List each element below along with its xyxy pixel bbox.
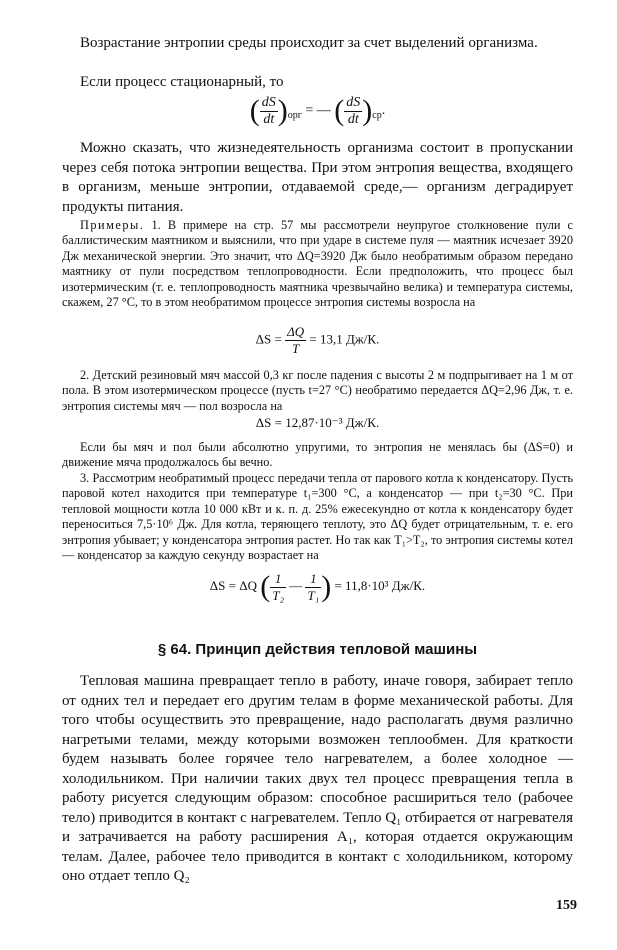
example-3: 3. Рассмотрим необратимый процесс передачи тепла от парового котла к конденсатору. Пусть паровой котел находится при температуре t₁=300 °С, а конденсатор — при t₂=30 °С. При тепловой мощности котла 10 000 кВт и к. п. д. 25% ежесекундно от котла к конденсатору будет переноситься 7,5·10⁶ Дж. Для котла, теряющего теплоту, это ΔQ будет отрицательным, т. е. его энтропия убывает; у конденсатора энтропия растет. Но так как T₁>T₂, то энтропия системы котел — конденсатор за каждую секунду возрастает на bbox=[62, 471, 573, 563]
eq1-rhs-num: dS bbox=[346, 94, 361, 110]
equation-example-3: ΔS = ΔQ ( $\frac{1}{\text{T₂}}$ — $\frac{1}{\text{T₁}}$ ) = 11,8·10³ Дж/К. bbox=[209, 570, 426, 603]
page-number: 159 bbox=[556, 898, 577, 913]
eq1-lhs-den: dt bbox=[263, 111, 275, 127]
eq4-n1: 1 bbox=[270, 571, 286, 588]
eq4-rhs: = 11,8·10³ Дж/К. bbox=[334, 577, 426, 593]
eq4-minus: — bbox=[289, 577, 303, 593]
eq1-lhs-sub: орг bbox=[287, 110, 302, 122]
eq2-num: ΔQ bbox=[287, 324, 305, 339]
eq1-rhs-den: dt bbox=[347, 111, 359, 127]
section-heading: § 64. Принцип действия тепловой машины bbox=[157, 641, 478, 658]
eq2-lhs: ΔS = bbox=[255, 331, 282, 347]
examples-lead: Примеры. bbox=[80, 218, 145, 232]
eq2-den: T bbox=[291, 341, 300, 356]
eq4-lhs: ΔS = ΔQ bbox=[209, 577, 257, 593]
paragraph-intro-3: Можно сказать, что жизнедеятельность организма состоит в пропускании через себя потока энтропии вещества. При этом энтропия вещества, входящего в организм, меньше энтропии, отдаваемой среде,— организм деградирует продукты питания. bbox=[62, 140, 573, 215]
eq1-lhs-num: dS bbox=[261, 94, 276, 110]
paragraph-intro-2: Если процесс стационарный, то bbox=[80, 74, 284, 90]
example-2-tail: Если бы мяч и пол были абсолютно упругими, то энтропия не менялась бы (ΔS=0) и движение мяча продолжалось бы вечно. bbox=[62, 440, 573, 470]
equation-example-1 bbox=[62, 324, 573, 357]
equation-example-2: ΔS = 12,87·10⁻³ Дж/К. bbox=[255, 415, 380, 430]
example-1 bbox=[62, 218, 573, 310]
example-1-text: 1. В примере на стр. 57 мы рассмотрели неупругое столкновение пули с баллистическим маятником и выяснили, что при ударе в системе пуля — маятник исчезает 3920 Дж механической энергии. Это значит, что ΔQ=3920 Дж было необратимым образом передано маятнику от пули посредством теплопроводности. Если предположить, что процесс был изотермическим (т. е. теплопроводность маятника чрезвычайно велика) и температура системы, скажем, 27 °С, то в этом необратимом процессе энтропия системы возросла на bbox=[62, 218, 573, 310]
example-2: 2. Детский резиновый мяч массой 0,3 кг после падения с высоты 2 м подпрыгивает на 1 м от пола. В этом изотермическом процессе (пусть t=27 °С) необратимо передается ΔQ=2,96 Дж, т. е. энтропия системы мяч — пол возросла на bbox=[62, 368, 573, 413]
eq4-d2: T₁ bbox=[307, 587, 320, 603]
eq4-d1: T₂ bbox=[272, 587, 284, 603]
paragraph-main: Тепловая машина превращает тепло в работу, иначе говоря, забирает тепло от одних тел и передает его другим телам в форме механической работы. Для того чтобы осуществить это превращение, надо располагать двумя различно нагретыми телами, между которыми возможен теплообмен. Для краткости будем называть более горячее тело нагревателем, а более холодное — холодильником. При наличии таких двух тел процесс превращения тепла в работу рисуется следующим образом: способное расшириться тело (рабочее тело) приводится в контакт с нагревателем. Тепло Q₁ отбирается от нагревателя и затрачивается на работу расширения A₁, которая отдается окружающим телам. Далее, рабочее тело приводится в контакт с холодильником, которому оно отдает тепло Q₂ bbox=[62, 673, 573, 884]
eq1-rhs-sub: ср bbox=[372, 110, 382, 122]
eq4-n2: 1 bbox=[305, 571, 321, 588]
paragraph-intro-1: Возрастание энтропии среды происходит за счет выделений организма. bbox=[80, 35, 538, 51]
eq2-rhs: = 13,1 Дж/К. bbox=[309, 331, 380, 347]
eq1-sign: = — bbox=[305, 103, 331, 119]
equation-stationary: ( $\frac{dS}{dt}$ )$_{орг}$ = — ( $\frac{dS}{dt}$ )$_{ср}$. bbox=[249, 94, 386, 127]
